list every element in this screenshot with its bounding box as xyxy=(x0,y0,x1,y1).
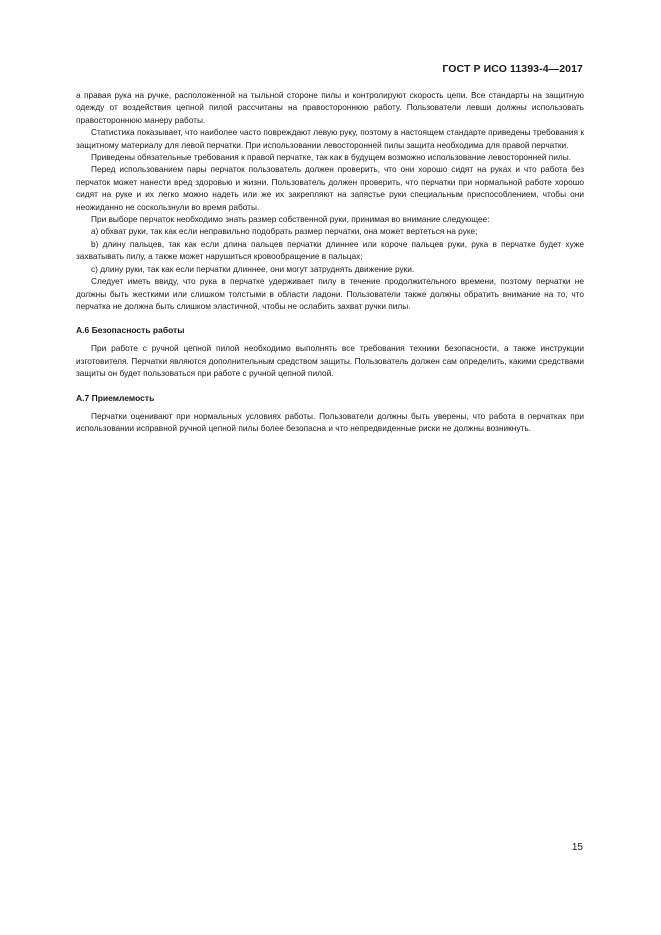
list-item-a: а) обхват руки, так как если неправильно подобрать размер перчатки, она может вертеться на руке; xyxy=(91,226,478,237)
paragraph-fit-check: Перед использованием пары перчаток пользователь должен проверить, что они хорошо сидят на руках и что работа без перчаток может нанести вред здоровью и жизни. Пользователь должен проверить, что перчатки при нормальной работе хорошо сидят на руке и их легко можно надеть или же их закрепляют на запястье руки специальным приспособлением, чтобы они неожиданно не соскользнули во время работы. xyxy=(76,164,584,212)
section-heading-a6: А.6 Безопасность работы xyxy=(76,325,185,336)
paragraph-continuation: а правая рука на ручке, расположенной на тыльной стороне пилы и контролируют скорость цепи. Все стандарты на защитную одежду от воздействия цепной пилой рассчитаны на правостороннюю работу. Пользователи левши должны использовать правостороннюю манеру работы. xyxy=(76,90,584,125)
paragraph-stiffness-note: Следует иметь ввиду, что рука в перчатке удерживает пилу в течение продолжительного времени, поэтому перчатки не должны быть жесткими или слишком толстыми в области ладони. Пользователи также должны обратить внимание на то, что перчатка не должна быть слишком эластичной, чтобы не ослабить захват ручки пилы. xyxy=(76,276,584,311)
section-heading-a7: А.7 Приемлемость xyxy=(76,392,155,403)
document-body xyxy=(76,89,584,434)
paragraph-statistics: Статистика показывает, что наиболее часто повреждают левую руку, поэтому в настоящем стандарте приведены требования к защитному материалу для левой перчатки. При использовании левосторонней пилы защита необходима для правой перчатки. xyxy=(76,127,584,150)
list-item-c: с) длину руки, так как если перчатки длиннее, они могут затруднять движение руки. xyxy=(91,263,415,274)
paragraph-safety: При работе с ручной цепной пилой необходимо выполнять все требования техники безопасности, а также инструкции изготовителя. Перчатки являются дополнительным средством защиты. Пользователь должен сам определить, какими средствами защиты он будет пользоваться при работе с ручной цепной пилой. xyxy=(76,343,584,379)
list-item-b: b) длину пальцев, так как если длина пальцев перчатки длиннее или короче пальцев руки, рука в перчатке будет хуже захватывать пилу, а также может нарушиться кровообращение в пальцах; xyxy=(76,238,584,262)
document-header: ГОСТ Р ИСО 11393-4—2017 xyxy=(442,63,583,75)
paragraph-acceptability: Перчатки оценивают при нормальных условиях работы. Пользователи должны быть уверены, что работа в перчатках при использовании исправной ручной цепной пилы более безопасна и что непредвиденные риски не должны возникнуть. xyxy=(76,410,584,433)
paragraph-right-glove-requirements: Приведены обязательные требования к правой перчатке, так как в будущем возможно использование левосторонней пилы. xyxy=(91,152,571,163)
paragraph-size-selection: При выборе перчаток необходимо знать размер собственной руки, принимая во внимание следующее: xyxy=(91,214,490,225)
page-number: 15 xyxy=(571,842,583,853)
